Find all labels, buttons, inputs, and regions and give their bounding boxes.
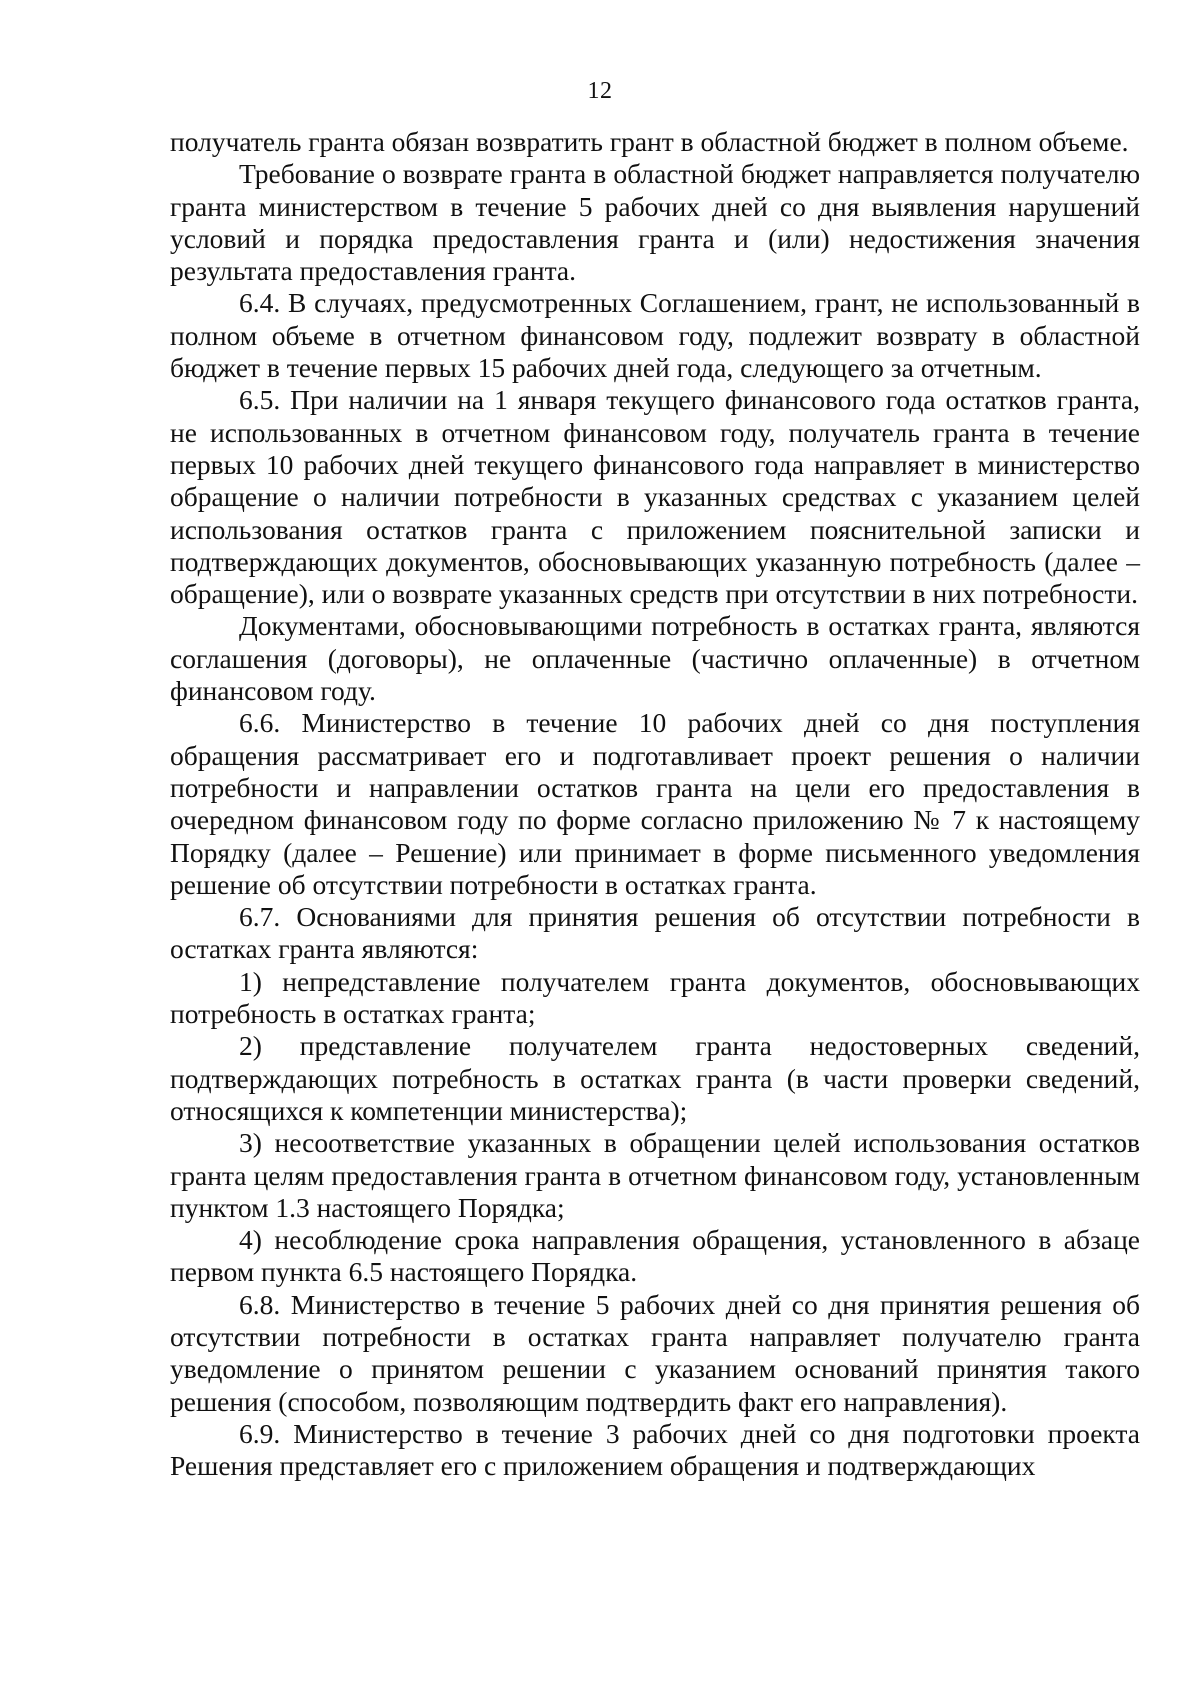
paragraph-grant-return-continuation: получатель гранта обязан возвратить грант в областной бюджет в полном объеме. <box>170 126 1129 157</box>
paragraph-6-8: 6.8. Министерство в течение 5 рабочих дней со дня принятия решения об отсутствии потребности в остатках гранта направляет получателю гранта уведомление о принятом решении с указанием оснований принятия такого решения (способом, позволяющим подтвердить факт его направления). <box>170 1288 1140 1417</box>
list-item-3: 3) несоответствие указанных в обращении целей использования остатков гранта целям предоставления гранта в отчетном финансовом году, установленным пунктом 1.3 настоящего Порядка; <box>170 1127 1140 1223</box>
paragraph-6-5: 6.5. При наличии на 1 января текущего финансового года остатков гранта, не использованных в отчетном финансовом году, получатель гранта в течение первых 10 рабочих дней текущего финансового года направляет в министерство обращение о наличии потребности в указанных средствах с указанием целей использования остатков гранта с приложением пояснительной записки и подтверждающих документов, обосновывающих указанную потребность (далее – обращение), или о возврате указанных средств при отсутствии в них потребности. <box>170 384 1140 610</box>
paragraph-6-9: 6.9. Министерство в течение 3 рабочих дней со дня подготовки проекта Решения представляет его с приложением обращения и подтверждающих <box>170 1417 1140 1482</box>
list-item-1: 1) непредставление получателем гранта документов, обосновывающих потребность в остатках гранта; <box>170 965 1140 1030</box>
document-body <box>170 126 1140 1482</box>
paragraph-return-requirement: Требование о возврате гранта в областной бюджет направляется получателю гранта министерством в течение 5 рабочих дней со дня выявления нарушений условий и порядка предоставления гранта и (или) недостижения значения результата предоставления гранта. <box>170 158 1140 287</box>
page-number: 12 <box>587 78 613 104</box>
paragraph-supporting-documents: Документами, обосновывающими потребность в остатках гранта, являются соглашения (договоры), не оплаченные (частично оплаченные) в отчетном финансовом году. <box>170 610 1140 707</box>
paragraph-6-7: 6.7. Основаниями для принятия решения об отсутствии потребности в остатках гранта являются: <box>170 901 1140 965</box>
paragraph-6-4: 6.4. В случаях, предусмотренных Соглашением, грант, не использованный в полном объеме в отчетном финансовом году, подлежит возврату в областной бюджет в течение первых 15 рабочих дней года, следующего за отчетным. <box>170 287 1140 384</box>
list-item-2: 2) представление получателем гранта недостоверных сведений, подтверждающих потребность в остатках гранта (в части проверки сведений, относящихся к компетенции министерства); <box>170 1030 1140 1126</box>
paragraph-6-6: 6.6. Министерство в течение 10 рабочих дней со дня поступления обращения рассматривает его и подготавливает проект решения о наличии потребности и направлении остатков гранта на цели его предоставления в очередном финансовом году по форме согласно приложению № 7 к настоящему Порядку (далее – Решение) или принимает в форме письменного уведомления решение об отсутствии потребности в остатках гранта. <box>170 707 1140 900</box>
list-item-4: 4) несоблюдение срока направления обращения, установленного в абзаце первом пункта 6.5 настоящего Порядка. <box>170 1224 1140 1288</box>
